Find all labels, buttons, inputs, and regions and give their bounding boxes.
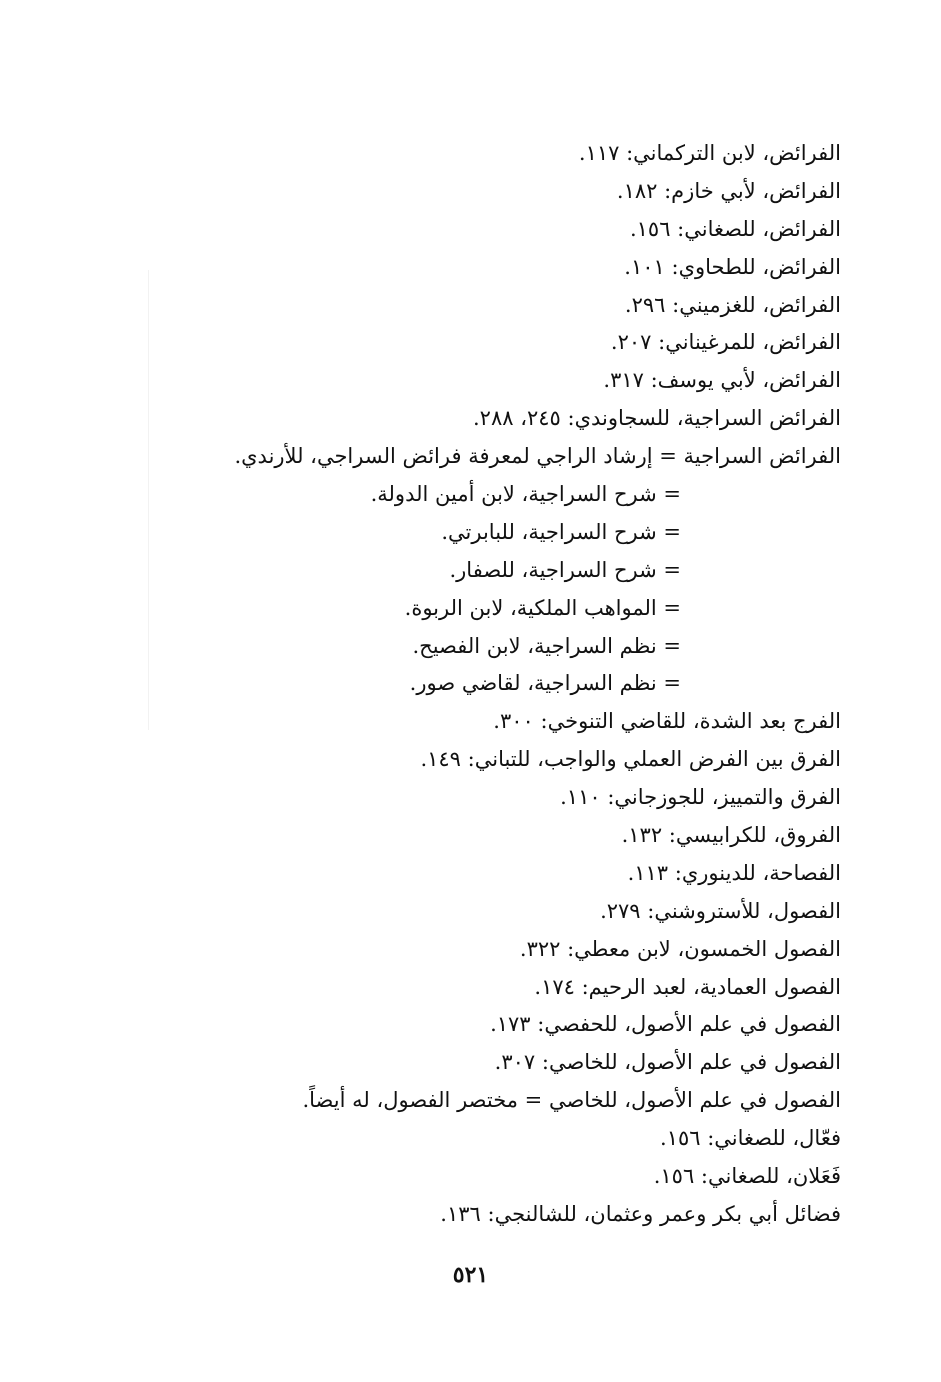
index-entry: الفرج بعد الشدة، للقاضي التنوخي: ٣٠٠. <box>493 709 841 734</box>
index-entry: الفرائض، لابن التركماني: ١١٧. <box>578 141 841 165</box>
index-entry: الفرائض، للغزميني: ٢٩٦. <box>624 292 841 317</box>
index-entry: الفرائض، للطحاوي: ١٠١. <box>624 254 841 279</box>
index-entry: فَعَلان، للصغاني: ١٥٦. <box>653 1164 841 1189</box>
index-sub-entry: = شرح السراجية، للصفار. <box>449 557 681 582</box>
index-sub-entry: = شرح السراجية، لابن أمين الدولة. <box>370 482 681 507</box>
index-entry: الفرائض السراجية، للسجاوندي: ٢٤٥، ٢٨٨. <box>472 406 841 431</box>
page-number: ٥٢١ <box>452 1262 489 1288</box>
index-entry: الفصول، للأستروشني: ٢٧٩. <box>600 898 841 923</box>
scan-artifact-line <box>148 270 149 730</box>
index-entry: الفرائض، لأبي يوسف: ٣١٧. <box>603 368 841 393</box>
index-entry: الفرائض، للمرغيناني: ٢٠٧. <box>610 330 841 355</box>
index-entry: الفصول في علم الأصول، للخاصي: ٣٠٧. <box>494 1050 841 1075</box>
index-entry: الفرق والتمييز، للجوزجاني: ١١٠. <box>560 785 841 810</box>
index-entry: الفرائض، لأبي خازم: ١٨٢. <box>616 178 841 203</box>
index-entry: الفصول في علم الأصول، للحفصي: ١٧٣. <box>490 1012 841 1037</box>
index-entry: الفرائض السراجية = إرشاد الراجي لمعرفة فرائض السراجي، للأرندي. <box>234 444 841 469</box>
index-sub-entry: = نظم السراجية، لابن الفصيح. <box>412 633 681 658</box>
index-entry: الفرائض، للصغاني: ١٥٦. <box>629 216 841 241</box>
index-entry: فعّال، للصغاني: ١٥٦. <box>660 1126 841 1151</box>
index-entry: الفصول الخمسون، لابن معطي: ٣٢٢. <box>519 936 841 961</box>
index-sub-entry: = شرح السراجية، للبابرتي. <box>441 519 681 544</box>
index-entry: الفرق بين الفرض العملي والواجب، للتباني: ١٤٩. <box>420 747 841 772</box>
index-sub-entry: = نظم السراجية، لقاضي صور. <box>409 671 681 696</box>
index-entry: فضائل أبي بكر وعمر وعثمان، للشالنجي: ١٣٦. <box>440 1201 841 1226</box>
index-entry: الفصول في علم الأصول، للخاصي = مختصر الفصول، له أيضاً. <box>302 1088 841 1113</box>
index-entries <box>201 135 841 1234</box>
index-entry: الفصاحة، للدينوري: ١١٣. <box>627 860 841 885</box>
index-entry: الفروق، للكرابيسي: ١٣٢. <box>621 823 841 848</box>
index-sub-entry: = المواهب الملكية، لابن الربوة. <box>404 595 681 620</box>
index-entry: الفصول العمادية، لعبد الرحيم: ١٧٤. <box>534 974 841 999</box>
